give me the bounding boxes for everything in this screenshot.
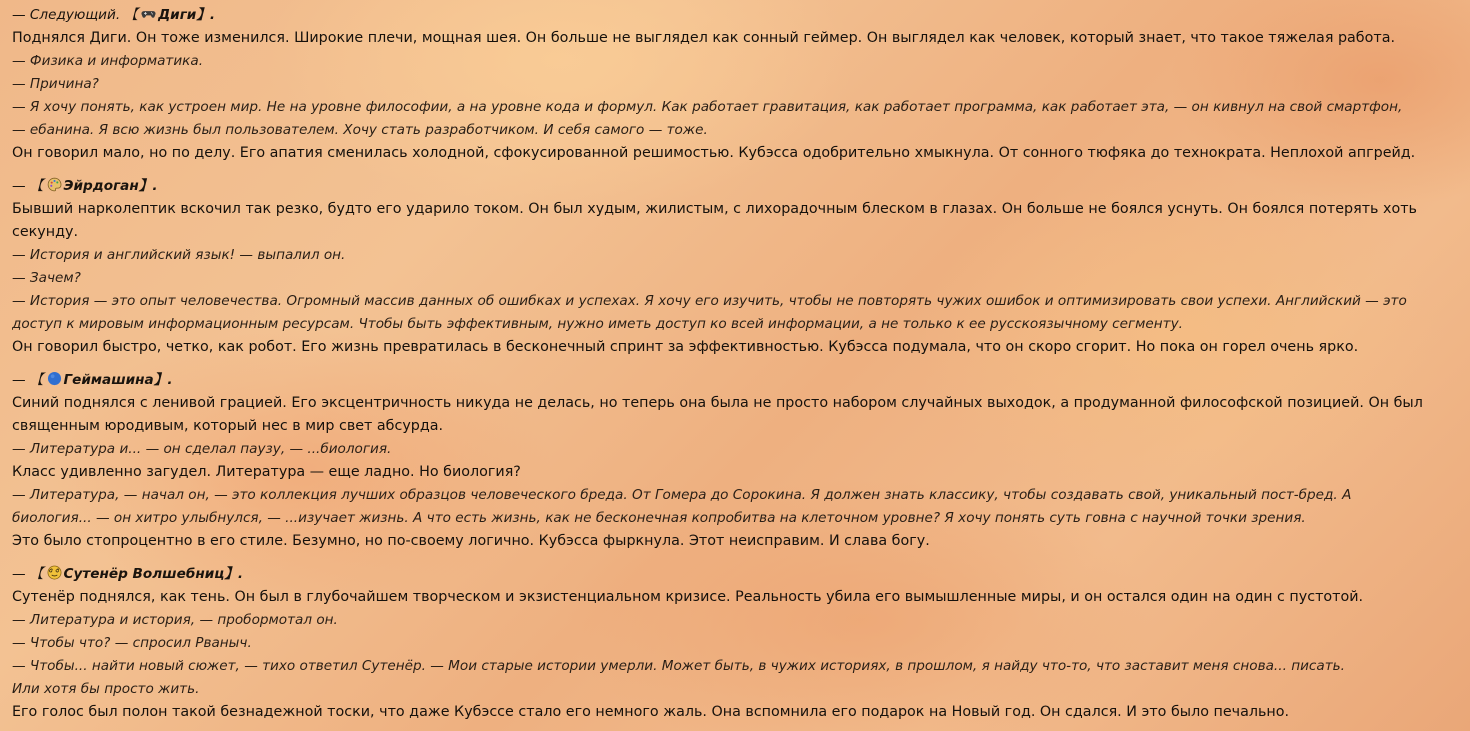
dialogue-line: биология... — он хитро улыбнулся, — ...изучает жизнь. А что есть жизнь, как не бесконечная копробитва на клеточном уровне? Я хочу понять суть говна с научной точки зрения.	[12, 510, 1306, 526]
dialogue-line: — Причина?	[12, 76, 99, 92]
narration-line: Это было стопроцентно в его стиле. Безумно, но по-своему логично. Кубэсса фыркнула. Этот неисправим. И слава богу.	[12, 533, 930, 549]
bracket-close: 】.	[196, 7, 216, 23]
dialogue-line: — Литература, — начал он, — это коллекция лучших образцов человеческого бреда. От Гомера до Сорокина. Я должен знать классику, чтобы создавать свой, уникальный пост-бред. А	[12, 487, 1352, 503]
speaker-header-digi	[12, 4, 1460, 27]
dialogue-line: — ебанина. Я всю жизнь был пользователем. Хочу стать разработчиком. И себя самого — тоже.	[12, 122, 708, 138]
gamepad-icon	[141, 6, 156, 21]
dialogue-line: — Чтобы... найти новый сюжет, — тихо ответил Сутенёр. — Мои старые истории умерли. Может быть, в чужих историях, в прошлом, я найду что-то, что заставит меня снова... писать.	[12, 658, 1345, 674]
narration-line: священным юродивым, который нес в мир свет абсурда.	[12, 418, 444, 434]
bracket-open: 【	[29, 566, 44, 582]
speaker-name: Сутенёр Волшебниц	[63, 566, 225, 582]
bracket-open: 【	[29, 178, 44, 194]
dialogue-line: Или хотя бы просто жить.	[12, 681, 200, 697]
header-dash: —	[12, 372, 30, 388]
dialogue-line: — Литература и история, — пробормотал он.	[12, 612, 338, 628]
bracket-close: 】.	[224, 566, 244, 582]
bracket-close: 】.	[138, 178, 158, 194]
speaker-header-geimashina	[12, 369, 1460, 392]
speaker-header-sutener	[12, 563, 1460, 586]
narration-line: Он говорил быстро, четко, как робот. Его жизнь превратилась в бесконечный спринт за эффективностью. Кубэсса подумала, что он скоро сгорит. Но пока он горел очень ярко.	[12, 339, 1359, 355]
narration-line: Сутенёр поднялся, как тень. Он был в глубочайшем творческом и экзистенциальном кризисе. Реальность убила его вымышленные миры, и он остался один на один с пустотой.	[12, 589, 1364, 605]
dialogue-line: доступ к мировым информационным ресурсам. Чтобы быть эффективным, нужно иметь доступ ко всей информации, а не только к ее русскоязычному сегменту.	[12, 316, 1183, 332]
chat-log	[12, 4, 1460, 724]
dialogue-line: — История — это опыт человечества. Огромный массив данных об ошибках и успехах. Я хочу его изучить, чтобы не повторять чужих ошибок и оптимизировать свои успехи. Английский — это	[12, 293, 1407, 309]
dialogue-line: — Зачем?	[12, 270, 81, 286]
header-dash: —	[12, 566, 30, 582]
narration-line: секунду.	[12, 224, 78, 240]
dialogue-line: — История и английский язык! — выпалил он.	[12, 247, 346, 263]
dialogue-line: — Я хочу понять, как устроен мир. Не на уровне философии, а на уровне кода и формул. Как работает гравитация, как работает программа, как работает эта, — он кивнул на свой смартфон,	[12, 99, 1403, 115]
narration-line: Синий поднялся с ленивой грацией. Его эксцентричность никуда не делась, но теперь она была не просто набором случайных выходок, а продуманной философской позицией. Он был	[12, 395, 1423, 411]
header-dash: —	[12, 178, 30, 194]
speaker-name: Эйрдоган	[63, 178, 139, 194]
blue-circle-icon	[47, 371, 62, 386]
narration-line: Бывший нарколептик вскочил так резко, будто его ударило током. Он был худым, жилистым, с лихорадочным блеском в глазах. Он больше не боялся уснуть. Он боялся потерять хоть	[12, 201, 1417, 217]
speaker-header-eirdogan	[12, 175, 1460, 198]
narration-line: Класс удивленно загудел. Литература — еще ладно. Но биология?	[12, 464, 521, 480]
dialogue-line: — Чтобы что? — спросил Рваныч.	[12, 635, 252, 651]
bracket-close: 】.	[153, 372, 173, 388]
bracket-open: 【	[120, 7, 139, 23]
spiral-eyes-icon	[47, 565, 62, 580]
speaker-name: Геймашина	[63, 372, 154, 388]
dialogue-line: — Физика и информатика.	[12, 53, 204, 69]
speaker-name: Диги	[158, 7, 197, 23]
narration-line: Он говорил мало, но по делу. Его апатия сменилась холодной, сфокусированной решимостью. Кубэсса одобрительно хмыкнула. От сонного тюфяка до технократа. Неплохой апгрейд.	[12, 145, 1416, 161]
narration-line: Его голос был полон такой безнадежной тоски, что даже Кубэссе стало его немного жаль. Она вспомнила его подарок на Новый год. Он сдался. И это было печально.	[12, 704, 1290, 720]
bracket-open: 【	[29, 372, 44, 388]
header-dash: — Следующий.	[12, 7, 121, 23]
dialogue-line: — Литература и... — он сделал паузу, — ...биология.	[12, 441, 392, 457]
palette-icon	[47, 177, 62, 192]
narration-line: Поднялся Диги. Он тоже изменился. Широкие плечи, мощная шея. Он больше не выглядел как сонный геймер. Он выглядел как человек, который знает, что такое тяжелая работа.	[12, 30, 1395, 46]
